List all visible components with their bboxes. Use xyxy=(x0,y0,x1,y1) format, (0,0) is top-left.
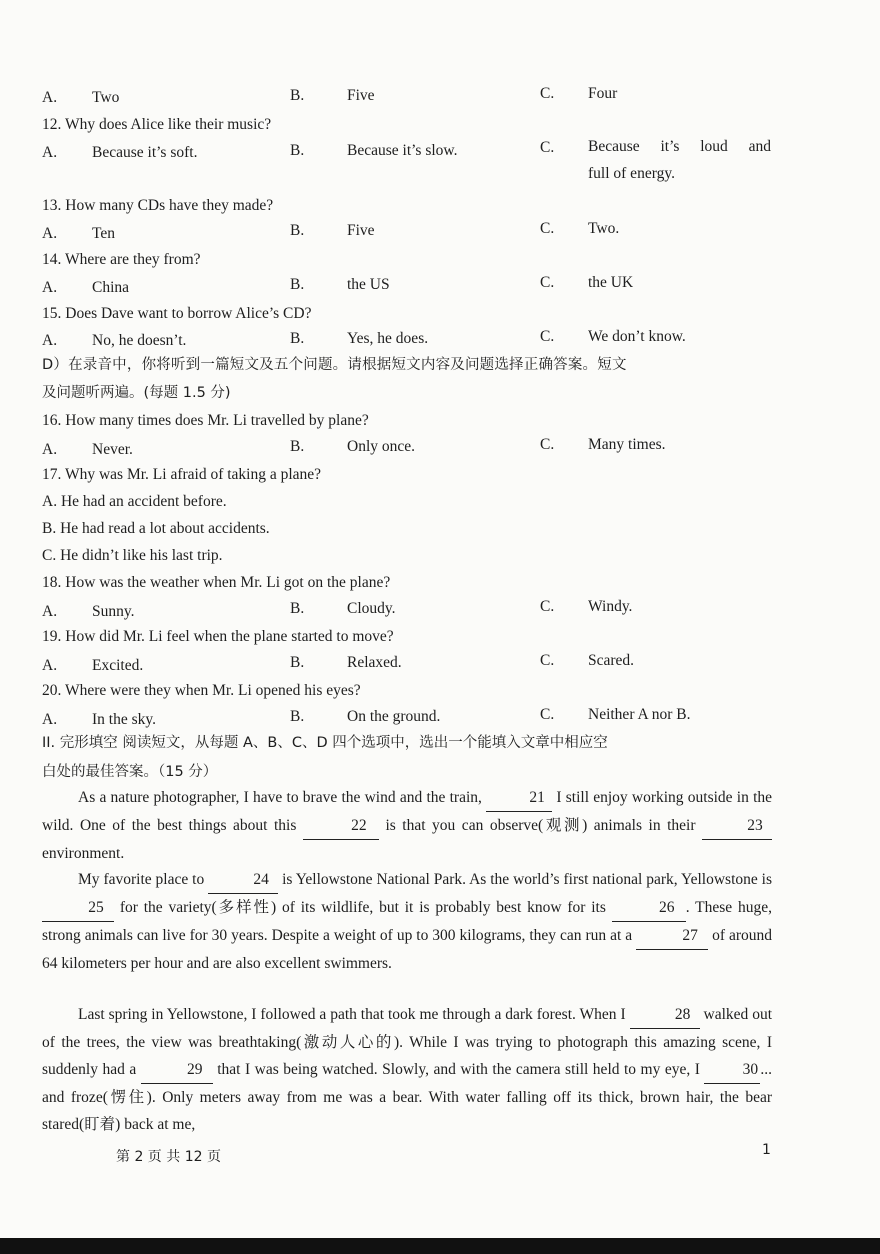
q16-stem: 16. How many times does Mr. Li travelled by plane? xyxy=(42,412,369,429)
blank-24[interactable]: 24 xyxy=(208,866,278,894)
section-d-instructions-2: 及问题听两遍。(每题 1.5 分) xyxy=(42,385,231,401)
q14-a-label: A. xyxy=(42,279,58,296)
blank-27[interactable]: 27 xyxy=(636,922,708,950)
blank-29[interactable]: 29 xyxy=(141,1056,213,1084)
blank-22[interactable]: 22 xyxy=(303,812,379,840)
q16-c-text: Many times. xyxy=(588,436,666,453)
blank-26[interactable]: 26 xyxy=(612,894,686,922)
q13-b-label: B. xyxy=(290,222,305,239)
q11-b-text: Five xyxy=(347,87,375,104)
section-ii-instructions-1: II. 完形填空 阅读短文，从每题 A、B、C、D 四个选项中，选出一个能填入文章中相应空 xyxy=(42,735,608,751)
q19-c-label: C. xyxy=(540,652,555,669)
q18-stem: 18. How was the weather when Mr. Li got on the plane? xyxy=(42,574,391,591)
q15-c-text: We don’t know. xyxy=(588,328,686,345)
q14-c-text: the UK xyxy=(588,274,634,291)
q18-c-label: C. xyxy=(540,598,555,615)
page-number: 1 xyxy=(762,1142,771,1158)
blank-25[interactable]: 25 xyxy=(42,894,114,922)
passage-paragraph-3: Last spring in Yellowstone, I followed a path that took me through a dark forest. When I 28 walked out of the trees, the view was breathtaking(激动人心的). While I was trying to photograph this amazing scene, I suddenly had a 29 that I was being watched. Slowly, and with the camera still held to my eye, I 30 ... and froze(愣住). Only meters away from me was a bear. With water falling off its thick, brown hair, the bear stared(盯着) back at me, xyxy=(42,1001,772,1138)
q11-c-label: C. xyxy=(540,85,555,102)
q14-a-text: China xyxy=(92,279,130,296)
q13-a-label: A. xyxy=(42,225,58,242)
blank-30[interactable]: 30 xyxy=(704,1056,760,1084)
q20-a-text: In the sky. xyxy=(92,711,156,728)
q14-b-text: the US xyxy=(347,276,390,293)
q17-option-b: B. He had read a lot about accidents. xyxy=(42,520,270,537)
q18-c-text: Windy. xyxy=(588,598,633,615)
q12-c-label: C. xyxy=(540,139,555,156)
q11-a-label: A. xyxy=(42,89,58,106)
q12-stem: 12. Why does Alice like their music? xyxy=(42,116,272,133)
q12-c-text-2: full of energy. xyxy=(588,165,675,182)
q16-c-label: C. xyxy=(540,436,555,453)
q13-b-text: Five xyxy=(347,222,375,239)
q15-a-label: A. xyxy=(42,332,58,349)
q12-b-label: B. xyxy=(290,142,305,159)
q13-a-text: Ten xyxy=(92,225,116,242)
q16-a-text: Never. xyxy=(92,441,133,458)
q19-a-label: A. xyxy=(42,657,58,674)
q20-c-text: Neither A nor B. xyxy=(588,706,691,723)
blank-28[interactable]: 28 xyxy=(630,1001,700,1029)
q13-c-label: C. xyxy=(540,220,555,237)
q20-a-label: A. xyxy=(42,711,58,728)
q17-option-a: A. He had an accident before. xyxy=(42,493,227,510)
scan-edge-bar xyxy=(0,1238,880,1254)
q19-b-text: Relaxed. xyxy=(347,654,402,671)
q16-b-label: B. xyxy=(290,438,305,455)
q19-b-label: B. xyxy=(290,654,305,671)
section-ii-instructions-2: 白处的最佳答案。（15 分） xyxy=(42,764,218,780)
q15-c-label: C. xyxy=(540,328,555,345)
q17-stem: 17. Why was Mr. Li afraid of taking a plane? xyxy=(42,466,322,483)
q14-b-label: B. xyxy=(290,276,305,293)
passage-paragraph-2: My favorite place to 24 is Yellowstone National Park. As the world’s first national park, Yellowstone is 25 for the variety(多样性) of its wildlife, but it is probably best know for its 26 . These huge, strong animals can live for 30 years. Despite a weight of up to 300 kilograms, they can run at a 27 of around 64 kilometers per hour and are also excellent swimmers. xyxy=(42,866,772,977)
q12-b-text: Because it’s slow. xyxy=(347,142,458,159)
blank-21[interactable]: 21 xyxy=(486,784,552,812)
q11-b-label: B. xyxy=(290,87,305,104)
blank-23[interactable]: 23 xyxy=(702,812,772,840)
q20-b-label: B. xyxy=(290,708,305,725)
passage-paragraph-1: As a nature photographer, I have to brave the wind and the train, 21 I still enjoy working outside in the wild. One of the best things about this 22 is that you can observe(观测) animals in their 23 environment. xyxy=(42,784,772,867)
q12-a-label: A. xyxy=(42,144,58,161)
q19-c-text: Scared. xyxy=(588,652,635,669)
q19-a-text: Excited. xyxy=(92,657,144,674)
q11-a-text: Two xyxy=(92,89,120,106)
q18-b-text: Cloudy. xyxy=(347,600,396,617)
q11-c-text: Four xyxy=(588,85,618,102)
q17-option-c: C. He didn’t like his last trip. xyxy=(42,547,223,564)
q16-b-text: Only once. xyxy=(347,438,416,455)
q20-stem: 20. Where were they when Mr. Li opened his eyes? xyxy=(42,682,361,699)
q12-c-text-1: Because it’s loud and xyxy=(588,138,771,155)
q12-a-text: Because it’s soft. xyxy=(92,144,198,161)
q13-c-text: Two. xyxy=(588,220,620,237)
q15-b-label: B. xyxy=(290,330,305,347)
q15-a-text: No, he doesn’t. xyxy=(92,332,187,349)
q20-c-label: C. xyxy=(540,706,555,723)
q15-b-text: Yes, he does. xyxy=(347,330,429,347)
q18-b-label: B. xyxy=(290,600,305,617)
q14-stem: 14. Where are they from? xyxy=(42,251,201,268)
q18-a-text: Sunny. xyxy=(92,603,135,620)
q16-a-label: A. xyxy=(42,441,58,458)
q19-stem: 19. How did Mr. Li feel when the plane started to move? xyxy=(42,628,394,645)
q20-b-text: On the ground. xyxy=(347,708,441,725)
page-counter: 第 2 页 共 12 页 xyxy=(116,1149,221,1165)
section-d-instructions-1: D）在录音中，你将听到一篇短文及五个问题。请根据短文内容及问题选择正确答案。短文 xyxy=(42,357,627,373)
q15-stem: 15. Does Dave want to borrow Alice’s CD? xyxy=(42,305,312,322)
q13-stem: 13. How many CDs have they made? xyxy=(42,197,274,214)
q14-c-label: C. xyxy=(540,274,555,291)
q18-a-label: A. xyxy=(42,603,58,620)
